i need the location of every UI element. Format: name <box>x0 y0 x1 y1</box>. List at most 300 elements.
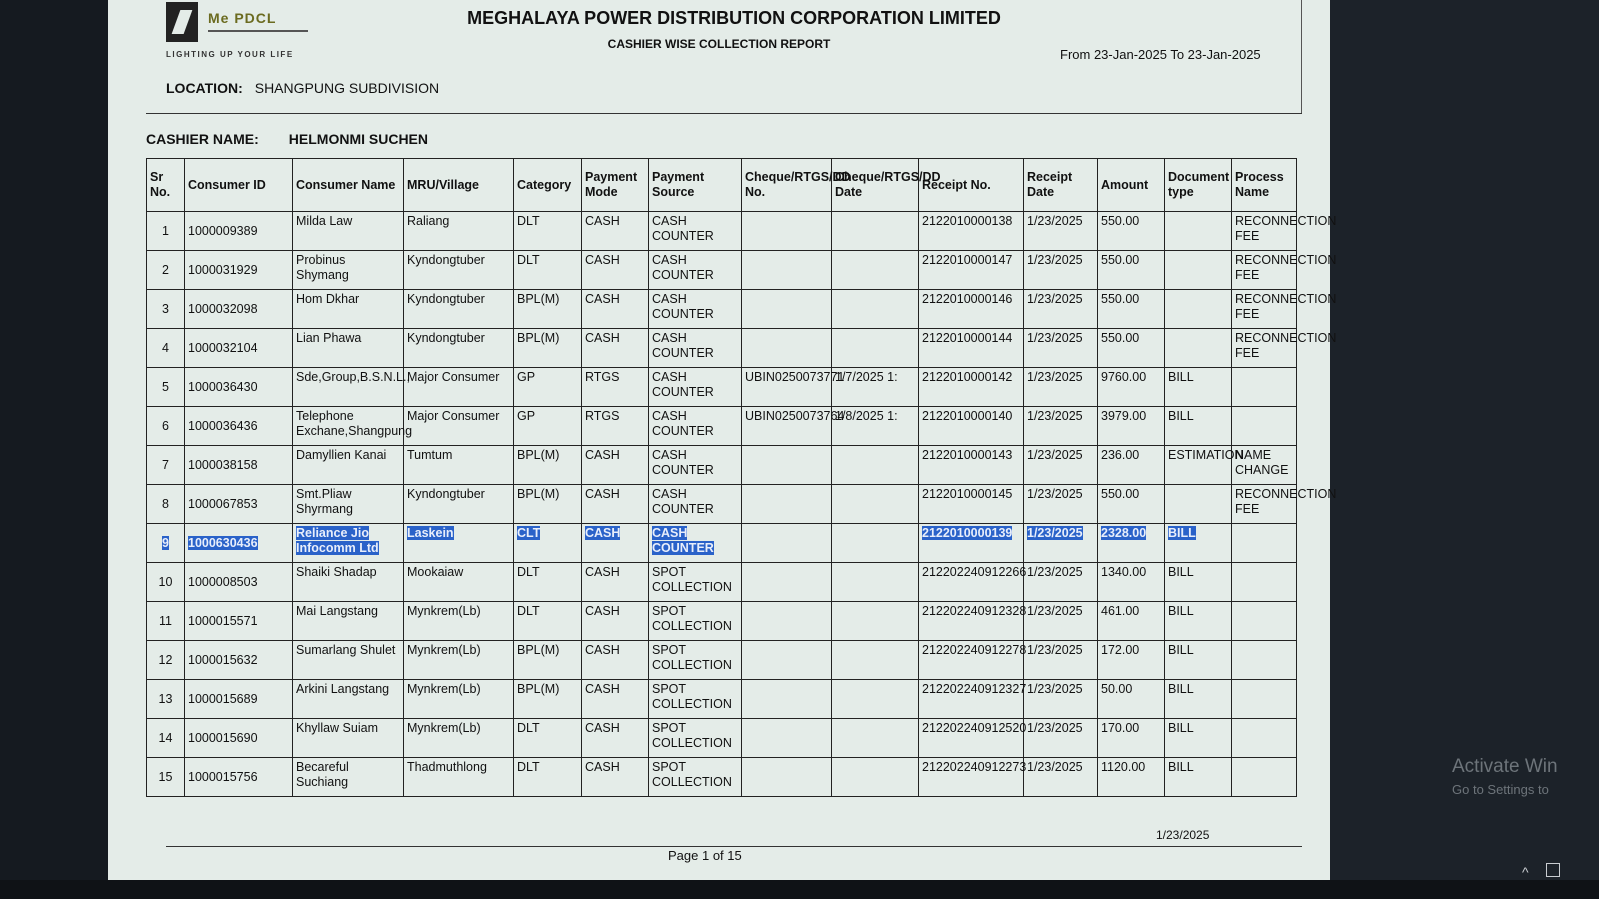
cell-text: CASH <box>585 721 620 735</box>
cell-text: SPOT COLLECTION <box>652 721 732 750</box>
table-row[interactable] <box>147 485 1297 524</box>
table-cell-cid <box>185 680 293 719</box>
table-cell-mode <box>582 329 649 368</box>
table-cell-src <box>649 719 742 758</box>
table-row[interactable] <box>147 290 1297 329</box>
date-range: From 23-Jan-2025 To 23-Jan-2025 <box>1060 47 1261 62</box>
cell-text: RTGS <box>585 370 620 384</box>
cashier-value: HELMONMI SUCHEN <box>288 131 429 147</box>
table-cell-name <box>293 329 404 368</box>
table-cell-chqdate <box>832 251 919 290</box>
logo-underline <box>208 30 308 32</box>
cell-text: Milda Law <box>296 214 353 228</box>
table-cell-rdate <box>1024 602 1098 641</box>
table-cell-doc <box>1165 368 1232 407</box>
table-row[interactable] <box>147 329 1297 368</box>
location-value: SHANGPUNG SUBDIVISION <box>254 80 440 96</box>
table-header-row <box>147 159 1297 212</box>
cell-text: CASH COUNTER <box>652 409 714 438</box>
table-cell-name <box>293 212 404 251</box>
cell-text: Lian Phawa <box>296 331 362 345</box>
table-cell-sr <box>147 680 185 719</box>
cell-text: 2122010000140 <box>922 409 1013 423</box>
table-cell-rcpt <box>919 680 1027 719</box>
cell-text: Khyllaw Suiam <box>296 721 378 735</box>
cell-text: 1000036430 <box>188 379 258 394</box>
cell-text: 212202240912520 <box>922 721 1027 735</box>
table-cell-doc <box>1165 524 1232 563</box>
cell-text: 1000015689 <box>188 691 258 706</box>
table-cell-rcpt <box>919 485 1024 524</box>
cell-text: CASH <box>585 487 620 501</box>
cell-text: CASH <box>585 292 620 306</box>
table-cell-rdate <box>1024 641 1098 680</box>
column-header: Consumer ID <box>185 159 293 212</box>
tray-app-icon[interactable] <box>1546 863 1560 877</box>
cell-text: 1000032098 <box>188 301 258 316</box>
table-cell-doc <box>1165 563 1232 602</box>
activate-subtitle: Go to Settings to <box>1452 782 1549 797</box>
table-cell-sr <box>147 290 185 329</box>
table-cell-amt <box>1098 602 1165 641</box>
table-cell-chq <box>742 602 832 641</box>
column-header: Cheque/RTGS/DD No. <box>742 159 832 212</box>
column-header: Receipt No. <box>919 159 1024 212</box>
cell-text: 11 <box>159 613 172 628</box>
table-cell-amt <box>1098 290 1165 329</box>
column-header: Sr No. <box>147 159 185 212</box>
table-cell-src <box>649 563 742 602</box>
table-cell-doc <box>1165 602 1232 641</box>
table-cell-mode <box>582 524 649 563</box>
table-cell-mode <box>582 368 649 407</box>
cell-text: RECONNECTION FEE <box>1235 253 1337 282</box>
table-cell-doc <box>1165 680 1232 719</box>
table-cell-mode <box>582 641 649 680</box>
cell-text: BILL <box>1168 643 1194 657</box>
cell-text: 1000032104 <box>188 340 258 355</box>
table-cell-amt <box>1098 758 1165 797</box>
cell-text: Tumtum <box>407 448 453 462</box>
cell-text: CASH <box>585 682 620 696</box>
cell-text: 212202240912273 <box>922 760 1027 774</box>
table-cell-cat <box>514 290 582 329</box>
table-cell-rdate <box>1024 251 1098 290</box>
table-cell-chqdate <box>832 446 919 485</box>
cell-text: 212202240912278 <box>922 643 1027 657</box>
table-cell-rdate <box>1024 212 1098 251</box>
table-cell-sr <box>147 524 185 563</box>
table-cell-src <box>649 329 742 368</box>
table-cell-sr <box>147 368 185 407</box>
cell-text: 9 <box>162 535 169 550</box>
cell-text: UBIN0250073764 <box>745 409 845 423</box>
table-cell-name <box>293 251 404 290</box>
table-cell-chqdate <box>832 719 919 758</box>
cell-text: 1/23/2025 <box>1027 760 1083 774</box>
collection-table <box>146 158 1337 797</box>
table-cell-mru <box>404 446 514 485</box>
cell-text: CASH <box>585 643 620 657</box>
cell-text: Kyndongtuber <box>407 331 485 345</box>
cell-text: CASH COUNTER <box>652 487 714 516</box>
cell-text: 1/23/2025 <box>1027 409 1083 423</box>
table-cell-mru <box>404 485 514 524</box>
chevron-up-icon[interactable]: ^ <box>1522 864 1529 880</box>
table-cell-chqdate <box>832 602 919 641</box>
table-cell-mode <box>582 251 649 290</box>
table-cell-chqdate <box>832 212 919 251</box>
table-cell-mru <box>404 407 514 446</box>
table-cell-chqdate <box>832 524 919 563</box>
table-cell-chq <box>742 524 832 563</box>
table-cell-cat <box>514 758 582 797</box>
table-cell-chq <box>742 290 832 329</box>
table-cell-cid <box>185 758 293 797</box>
cell-text: 1/7/2025 1: <box>835 370 898 384</box>
cell-text: GP <box>517 409 536 423</box>
table-cell-mru <box>404 641 514 680</box>
cell-text: 1/23/2025 <box>1027 292 1083 306</box>
table-cell-cat <box>514 563 582 602</box>
column-header: Payment Source <box>649 159 742 212</box>
table-cell-doc <box>1165 485 1232 524</box>
table-cell-mode <box>582 758 649 797</box>
table-cell-doc <box>1165 329 1232 368</box>
table-cell-proc <box>1232 485 1337 524</box>
cell-text: 1000036436 <box>188 418 258 433</box>
table-cell-amt <box>1098 251 1165 290</box>
table-row[interactable] <box>147 641 1297 680</box>
table-cell-rdate <box>1024 524 1098 563</box>
table-cell-sr <box>147 251 185 290</box>
table-cell-name <box>293 485 404 524</box>
cell-text: RTGS <box>585 409 620 423</box>
table-cell-proc <box>1232 446 1297 485</box>
table-cell-rdate <box>1024 758 1098 797</box>
header-border-right <box>1301 0 1302 114</box>
cell-text: 1/23/2025 <box>1027 526 1083 540</box>
table-cell-cid <box>185 329 293 368</box>
cell-text: 2122010000138 <box>922 214 1013 228</box>
cell-text: 3979.00 <box>1101 409 1147 423</box>
table-cell-rcpt <box>919 719 1027 758</box>
cell-text: 1000015756 <box>188 769 258 784</box>
cell-text: 1000015632 <box>188 652 258 667</box>
table-cell-mode <box>582 446 649 485</box>
table-row[interactable] <box>147 446 1297 485</box>
column-header: Consumer Name <box>293 159 404 212</box>
cell-text: 1/8/2025 1: <box>835 409 898 423</box>
table-cell-chq <box>742 368 845 407</box>
table-cell-sr <box>147 563 185 602</box>
cell-text: 1000031929 <box>188 262 258 277</box>
cell-text: 15 <box>158 769 173 784</box>
table-cell-src <box>649 212 742 251</box>
table-cell-mru <box>404 329 514 368</box>
table-cell-name <box>293 290 404 329</box>
table-row[interactable] <box>147 407 1297 446</box>
cell-text: 1000630436 <box>188 535 258 550</box>
table-cell-name <box>293 758 404 797</box>
cell-text: Major Consumer <box>407 370 500 384</box>
cell-text: 50.00 <box>1101 682 1133 696</box>
column-header: Cheque/RTGS/DD Date <box>832 159 919 212</box>
table-cell-chq <box>742 212 832 251</box>
table-cell-rdate <box>1024 446 1098 485</box>
cell-text: 1120.00 <box>1101 760 1146 774</box>
cell-text: NAME CHANGE <box>1235 448 1289 477</box>
table-cell-cat <box>514 212 582 251</box>
cell-text: 3 <box>162 301 169 316</box>
table-cell-rcpt <box>919 407 1024 446</box>
table-cell-rdate <box>1024 485 1098 524</box>
cell-text: 2 <box>162 262 169 277</box>
table-cell-proc <box>1232 719 1297 758</box>
table-cell-src <box>649 290 742 329</box>
cell-text: SPOT COLLECTION <box>652 760 732 789</box>
table-cell-chq <box>742 719 832 758</box>
cell-text: 1000038158 <box>188 457 258 472</box>
location <box>166 80 439 96</box>
table-cell-amt <box>1098 719 1165 758</box>
cell-text: CLT <box>517 526 541 540</box>
cell-text: BPL(M) <box>517 643 560 657</box>
table-cell-doc <box>1165 641 1232 680</box>
table-cell-mru <box>404 719 514 758</box>
table-cell-amt <box>1098 641 1165 680</box>
table-cell-chqdate <box>832 485 919 524</box>
table-cell-mode <box>582 485 649 524</box>
table-cell-rcpt <box>919 290 1024 329</box>
column-header: Process Name <box>1232 159 1297 212</box>
cell-text: ESTIMATION <box>1168 448 1244 462</box>
cell-text: Mynkrem(Lb) <box>407 643 481 657</box>
table-cell-mode <box>582 563 649 602</box>
table-cell-proc <box>1232 212 1337 251</box>
column-header: Document type <box>1165 159 1232 212</box>
table-cell-rcpt <box>919 446 1024 485</box>
cell-text: BPL(M) <box>517 331 560 345</box>
cell-text: Damyllien Kanai <box>296 448 387 462</box>
table-cell-cat <box>514 602 582 641</box>
table-cell-proc <box>1232 290 1337 329</box>
table-cell-mru <box>404 212 514 251</box>
cell-text: Raliang <box>407 214 450 228</box>
table-cell-src <box>649 641 742 680</box>
table-cell-amt <box>1098 368 1165 407</box>
table-cell-chqdate <box>832 641 919 680</box>
table-cell-sr <box>147 641 185 680</box>
logo-tagline: LIGHTING UP YOUR LIFE <box>166 50 294 59</box>
table-cell-amt <box>1098 329 1165 368</box>
table-cell-mode <box>582 680 649 719</box>
cell-text: Mynkrem(Lb) <box>407 682 481 696</box>
column-header: Receipt Date <box>1024 159 1098 212</box>
table-row[interactable] <box>147 758 1297 797</box>
table-cell-proc <box>1232 602 1297 641</box>
cell-text: CASH <box>585 448 620 462</box>
cashier-label: CASHIER NAME: <box>146 131 259 147</box>
cell-text: 172.00 <box>1101 643 1140 657</box>
table-cell-chqdate <box>832 563 919 602</box>
cell-text: 1000009389 <box>188 223 258 238</box>
table-cell-chq <box>742 680 832 719</box>
table-cell-chqdate <box>832 680 919 719</box>
cell-text: 550.00 <box>1101 487 1140 501</box>
table-cell-cid <box>185 368 293 407</box>
table-cell-name <box>293 602 404 641</box>
table-cell-cid <box>185 641 293 680</box>
table-cell-cid <box>185 251 293 290</box>
cell-text: GP <box>517 370 536 384</box>
cell-text: SPOT COLLECTION <box>652 682 732 711</box>
cell-text: BILL <box>1168 721 1194 735</box>
table-cell-rdate <box>1024 563 1098 602</box>
table-cell-chqdate <box>832 407 919 446</box>
cell-text: Mynkrem(Lb) <box>407 604 481 618</box>
cell-text: 12 <box>158 652 173 667</box>
cell-text: CASH COUNTER <box>652 253 714 282</box>
cell-text: 2122010000143 <box>922 448 1013 462</box>
table-cell-mode <box>582 212 649 251</box>
table-cell-proc <box>1232 641 1297 680</box>
table-cell-cat <box>514 680 582 719</box>
table-cell-name <box>293 680 404 719</box>
cell-text: BPL(M) <box>517 448 560 462</box>
cell-text: 212202240912328 <box>922 604 1027 618</box>
cell-text: CASH COUNTER <box>652 292 714 321</box>
table-cell-chq <box>742 641 832 680</box>
cell-text: 461.00 <box>1101 604 1140 618</box>
table-cell-amt <box>1098 212 1165 251</box>
cell-text: Sde,Group,B.S.N.L., <box>296 370 410 384</box>
table-cell-name <box>293 719 404 758</box>
table-cell-cat <box>514 329 582 368</box>
table-cell-proc <box>1232 251 1337 290</box>
cell-text: BILL <box>1168 409 1194 423</box>
table-cell-doc <box>1165 758 1232 797</box>
table-cell-amt <box>1098 485 1165 524</box>
cell-text: Shaiki Shadap <box>296 565 377 579</box>
table-cell-cid <box>185 485 293 524</box>
cell-text: 13 <box>158 691 173 706</box>
cell-text: BPL(M) <box>517 682 560 696</box>
cell-text: BILL <box>1168 526 1196 540</box>
table-row[interactable] <box>147 524 1297 563</box>
table-row[interactable] <box>147 212 1297 251</box>
table-cell-proc <box>1232 524 1297 563</box>
table-row[interactable] <box>147 680 1297 719</box>
cell-text: CASH <box>585 604 620 618</box>
cell-text: BPL(M) <box>517 487 560 501</box>
table-row[interactable] <box>147 368 1297 407</box>
cell-text: RECONNECTION FEE <box>1235 487 1337 516</box>
cell-text: 1/23/2025 <box>1027 565 1083 579</box>
cell-text: 5 <box>162 379 169 394</box>
table-cell-rdate <box>1024 719 1098 758</box>
table-cell-rdate <box>1024 680 1098 719</box>
table-cell-rdate <box>1024 329 1098 368</box>
cell-text: SPOT COLLECTION <box>652 643 732 672</box>
table-row[interactable] <box>147 563 1297 602</box>
table-cell-rcpt <box>919 212 1024 251</box>
table-cell-cid <box>185 602 293 641</box>
report-page <box>108 0 1337 880</box>
cell-text: BPL(M) <box>517 292 560 306</box>
cell-text: SPOT COLLECTION <box>652 565 732 594</box>
table-cell-cid <box>185 524 293 563</box>
table-cell-amt <box>1098 407 1165 446</box>
cell-text: Sumarlang Shulet <box>296 643 396 657</box>
table-cell-cat <box>514 407 582 446</box>
table-cell-mru <box>404 563 514 602</box>
cell-text: CASH COUNTER <box>652 448 714 477</box>
cell-text: 14 <box>158 730 173 745</box>
table-cell-chq <box>742 446 832 485</box>
table-cell-cat <box>514 485 582 524</box>
logo-text: Me PDCL <box>208 10 277 26</box>
cell-text: 1340.00 <box>1101 565 1147 579</box>
cell-text: BILL <box>1168 682 1194 696</box>
table-cell-mode <box>582 290 649 329</box>
cell-text: Hom Dkhar <box>296 292 360 306</box>
table-cell-mru <box>404 524 514 563</box>
table-cell-cid <box>185 212 293 251</box>
table-cell-doc <box>1165 212 1232 251</box>
cell-text: 550.00 <box>1101 253 1140 267</box>
cell-text: 6 <box>162 418 169 433</box>
table-cell-src <box>649 251 742 290</box>
table-row[interactable] <box>147 251 1297 290</box>
table-cell-rdate <box>1024 290 1098 329</box>
cell-text: 1/23/2025 <box>1027 253 1083 267</box>
table-cell-sr <box>147 719 185 758</box>
cell-text: 1/23/2025 <box>1027 331 1083 345</box>
table-cell-cat <box>514 719 582 758</box>
cell-text: DLT <box>517 565 540 579</box>
cell-text: 2328.00 <box>1101 526 1147 540</box>
table-cell-amt <box>1098 446 1165 485</box>
table-row[interactable] <box>147 719 1297 758</box>
cell-text: BILL <box>1168 604 1194 618</box>
table-cell-rcpt <box>919 251 1024 290</box>
table-cell-doc <box>1165 446 1244 485</box>
cell-text: Mookaiaw <box>407 565 464 579</box>
cell-text: CASH <box>585 331 620 345</box>
cell-text: 2122010000147 <box>922 253 1013 267</box>
footer-divider <box>166 846 1302 847</box>
cell-text: RECONNECTION FEE <box>1235 214 1337 243</box>
cell-text: DLT <box>517 604 540 618</box>
column-header: Amount <box>1098 159 1165 212</box>
table-cell-amt <box>1098 524 1165 563</box>
table-cell-proc <box>1232 329 1337 368</box>
cell-text: CASH <box>585 565 620 579</box>
activate-windows-watermark <box>1452 756 1558 797</box>
cell-text: 1/23/2025 <box>1027 214 1083 228</box>
table-cell-mode <box>582 602 649 641</box>
cell-text: DLT <box>517 721 540 735</box>
cell-text: Reliance Jio Infocomm Ltd <box>296 526 379 555</box>
table-row[interactable] <box>147 602 1297 641</box>
table-cell-chq <box>742 563 832 602</box>
table-cell-rdate <box>1024 407 1098 446</box>
table-cell-name <box>293 563 404 602</box>
print-date: 1/23/2025 <box>1156 828 1210 842</box>
cell-text: 1/23/2025 <box>1027 682 1083 696</box>
table-cell-rcpt <box>919 641 1027 680</box>
